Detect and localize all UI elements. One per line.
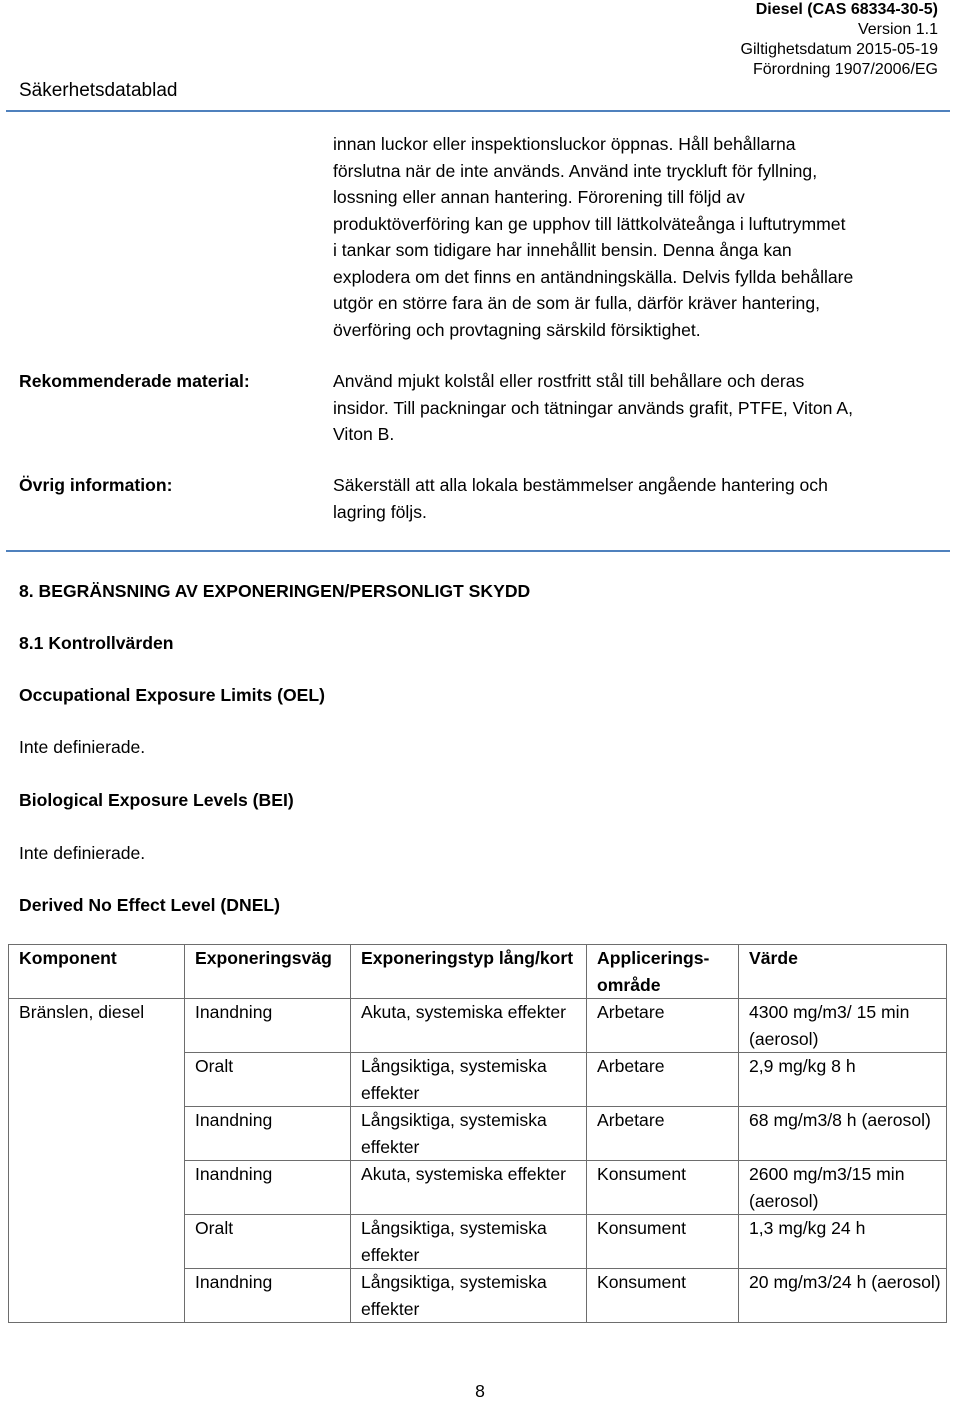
handling-paragraph — [333, 131, 933, 343]
bei-heading: Biological Exposure Levels (BEI) — [19, 790, 294, 810]
text-line: förslutna när de inte används. Använd inte tryckluft för fyllning, — [333, 160, 818, 181]
value-cell: 68 mg/m3/8 h (aerosol) — [739, 1107, 947, 1161]
text-line: utgör en större fara än de som är fulla, därför kräver hantering, — [333, 293, 821, 313]
component-cell — [9, 1161, 185, 1215]
dnel-table — [8, 944, 947, 1323]
product-name: Diesel (CAS 68334-30-5) — [755, 1, 938, 18]
table-header-row — [9, 945, 947, 999]
component-cell — [9, 1053, 185, 1107]
validity-date: Giltighetsdatum 2015-05-19 — [740, 41, 938, 58]
oel-heading: Occupational Exposure Limits (OEL) — [19, 685, 325, 705]
component-cell — [9, 1269, 185, 1323]
recommended-material-text — [333, 368, 933, 448]
column-header: Exponeringstyp lång/kort — [351, 945, 587, 999]
type-cell: Akuta, systemiska effekter — [351, 999, 587, 1053]
type-cell: Akuta, systemiska effekter — [351, 1161, 587, 1215]
bei-value: Inte definierade. — [19, 843, 146, 863]
section-divider — [6, 550, 950, 552]
text-line: i tankar som tidigare har innehållit bensin. Denna ånga kan — [333, 240, 792, 260]
section-8-1-title: 8.1 Kontrollvärden — [19, 633, 174, 653]
type-cell: Långsiktiga, systemiska effekter — [351, 1053, 587, 1107]
table-row — [9, 1107, 947, 1161]
value-cell: 2600 mg/m3/15 min (aerosol) — [739, 1161, 947, 1215]
component-cell — [9, 1107, 185, 1161]
text-line: lagring följs. — [333, 501, 427, 522]
area-cell: Arbetare — [587, 1107, 739, 1161]
version-label: Version 1.1 — [857, 21, 938, 38]
column-header: Värde — [739, 945, 947, 999]
area-cell: Konsument — [587, 1161, 739, 1215]
type-cell: Långsiktiga, systemiska effekter — [351, 1107, 587, 1161]
text-line: insidor. Till packningar och tätningar används grafit, PTFE, Viton A, — [333, 397, 853, 418]
area-cell: Arbetare — [587, 999, 739, 1053]
route-cell: Inandning — [185, 1161, 351, 1215]
area-cell: Konsument — [587, 1215, 739, 1269]
column-header: Applicerings-område — [587, 945, 739, 999]
text-line: produktöverföring kan ge upphov till lättkolväteånga i luftutrymmet — [333, 213, 846, 234]
column-header: Komponent — [9, 945, 185, 999]
route-cell: Oralt — [185, 1053, 351, 1107]
text-line: Säkerställ att alla lokala bestämmelser angående hantering och — [333, 475, 828, 495]
dnel-heading: Derived No Effect Level (DNEL) — [19, 895, 281, 915]
area-cell: Konsument — [587, 1269, 739, 1323]
regulation-reference: Förordning 1907/2006/EG — [752, 61, 938, 78]
type-cell: Långsiktiga, systemiska effekter — [351, 1215, 587, 1269]
table-row — [9, 1269, 947, 1323]
text-line: explodera om det finns en antändningskälla. Delvis fyllda behållare — [333, 266, 854, 287]
table-row — [9, 999, 947, 1053]
value-cell: 4300 mg/m3/ 15 min (aerosol) — [739, 999, 947, 1053]
value-cell: 2,9 mg/kg 8 h — [739, 1053, 947, 1107]
value-cell: 1,3 mg/kg 24 h — [739, 1215, 947, 1269]
text-line: Viton B. — [333, 424, 395, 444]
component-cell — [9, 1215, 185, 1269]
document-header-meta — [741, 0, 938, 80]
route-cell: Inandning — [185, 999, 351, 1053]
route-cell: Inandning — [185, 1269, 351, 1323]
route-cell: Inandning — [185, 1107, 351, 1161]
table-row — [9, 1215, 947, 1269]
area-cell: Arbetare — [587, 1053, 739, 1107]
text-line: Använd mjukt kolstål eller rostfritt stål till behållare och deras — [333, 371, 805, 391]
column-header: Exponeringsväg — [185, 945, 351, 999]
type-cell: Långsiktiga, systemiska effekter — [351, 1269, 587, 1323]
text-line: överföring och provtagning särskild försiktighet. — [333, 319, 701, 340]
route-cell: Oralt — [185, 1215, 351, 1269]
header-divider — [6, 110, 950, 112]
component-cell: Bränslen, diesel — [9, 999, 185, 1053]
table-row — [9, 1053, 947, 1107]
text-line: innan luckor eller inspektionsluckor öppnas. Håll behållarna — [333, 134, 796, 154]
value-cell: 20 mg/m3/24 h (aerosol) — [739, 1269, 947, 1323]
recommended-material-label: Rekommenderade material: — [19, 371, 250, 391]
oel-value: Inte definierade. — [19, 737, 146, 757]
page-number: 8 — [475, 1381, 485, 1401]
section-8-title: 8. BEGRÄNSNING AV EXPONERINGEN/PERSONLIGT SKYDD — [19, 581, 531, 601]
table-row — [9, 1161, 947, 1215]
text-line: lossning eller annan hantering. Förorening till följd av — [333, 187, 745, 207]
other-information-label: Övrig information: — [19, 475, 173, 495]
other-information-text — [333, 472, 933, 525]
document-title: Säkerhetsdatablad — [19, 80, 178, 101]
